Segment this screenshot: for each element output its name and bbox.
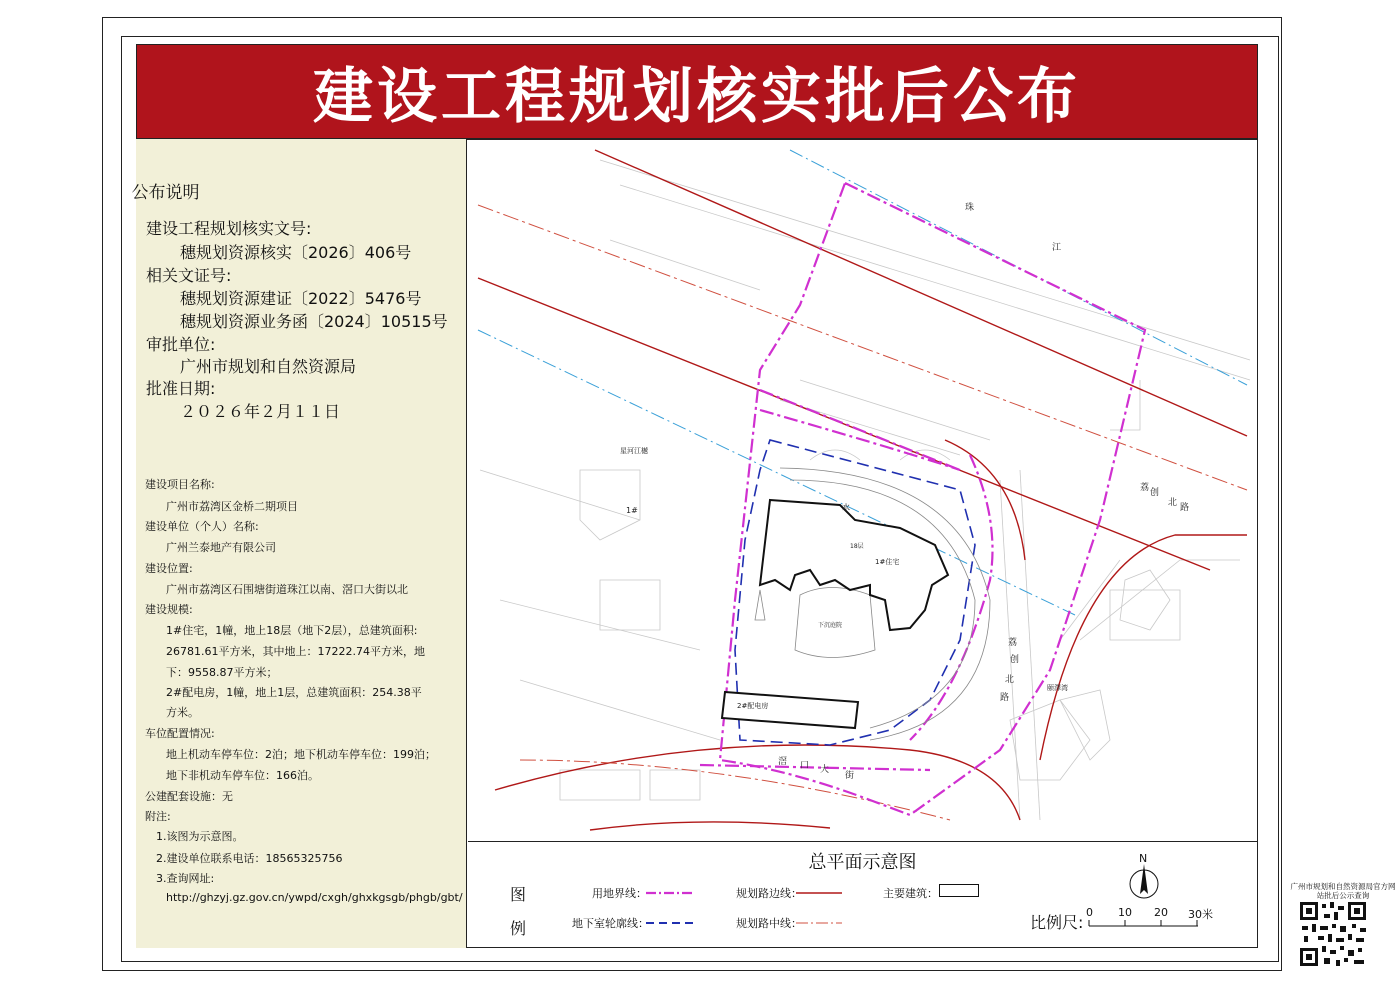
road-label: 北 (1005, 675, 1015, 685)
detail-line: 地上机动车停车位：2泊；地下机动车停车位：199泊； (166, 748, 436, 761)
detail-line: 建设项目名称: (145, 478, 215, 491)
neighbor-label: 星河江樾 (620, 447, 648, 455)
site-plan-map (468, 140, 1257, 840)
notice-line: 穗规划资源核实〔2026〕406号 (180, 243, 412, 262)
notice-line: 相关文证号: (146, 266, 232, 285)
detail-line: 建设单位（个人）名称: (145, 520, 259, 533)
detail-line: 1.该图为示意图。 (156, 830, 244, 843)
detail-line: 26781.61平方米，其中地上：17222.74平方米，地 (166, 645, 425, 658)
page-title: 建设工程规划核实批后公布 (313, 61, 1081, 132)
detail-line: 2.建设单位联系电话：18565325756 (156, 852, 343, 865)
detail-line: 车位配置情况: (145, 727, 215, 740)
road-label: 口 (800, 761, 810, 771)
detail-line: 方米。 (166, 706, 199, 719)
building-label: 1#住宅 (875, 558, 900, 566)
notice-line: 审批单位: (146, 335, 216, 354)
notice-line: 广州市规划和自然资源局 (180, 357, 357, 376)
detail-line: 1#住宅，1幢，地上18层（地下2层），总建筑面积: (166, 624, 418, 637)
query-url-link[interactable]: http://ghzyj.gz.gov.cn/ywpd/cxgh/ghxkgsgb/phgb/gbt/ (166, 891, 463, 904)
legend-title: 总平面示意图 (808, 852, 917, 873)
road-label: 创 (1010, 655, 1020, 665)
neighbor-label: 颐澤湾 (1047, 684, 1068, 692)
legend-label: 用地界线： (592, 887, 647, 900)
scale-bar (1088, 920, 1200, 928)
north-arrow-icon (1126, 850, 1162, 902)
qr-caption: 广州市规划和自然资源局官方网站批后公示查询 (1290, 882, 1396, 900)
map-label: 水 (842, 503, 850, 512)
qr-code[interactable] (1298, 900, 1368, 968)
notice-line: 批准日期: (146, 379, 216, 398)
legend-label: 地下室轮廓线： (572, 917, 649, 930)
legend-label: 规划路边线： (736, 887, 802, 900)
river-label: 江 (1052, 243, 1062, 253)
detail-line: 广州市荔湾区石围塘街道珠江以南、滘口大街以北 (166, 583, 408, 596)
scale-tick-label: 10 (1118, 906, 1132, 919)
legend-li: 例 (510, 919, 527, 938)
building-label: 2#配电房 (737, 702, 769, 710)
road-label: 荔 (1140, 483, 1150, 493)
detail-line: 广州市荔湾区金桥二期项目 (166, 500, 298, 513)
land-boundary-swatch (646, 890, 694, 896)
road-label: 路 (1180, 503, 1190, 513)
road-label: 北 (1168, 498, 1178, 508)
north-label: N (1139, 852, 1148, 865)
courtyard-label: 下沉庭院 (818, 622, 843, 629)
legend-tu: 图 (510, 885, 527, 904)
road-label: 创 (1150, 488, 1160, 498)
notice-line: 穗规划资源建证〔2022〕5476号 (180, 289, 422, 308)
road-label: 大 (820, 765, 830, 775)
road-label: 街 (845, 771, 855, 781)
detail-line: 广州兰泰地产有限公司 (166, 541, 276, 554)
legend-label: 规划路中线： (736, 917, 802, 930)
main-building-swatch (939, 884, 979, 897)
scale-tick-label: 30米 (1188, 908, 1213, 921)
building-label: 1# (626, 506, 638, 515)
title-banner (136, 44, 1258, 139)
road-label: 荔 (1008, 638, 1018, 648)
detail-line: 公建配套设施：无 (145, 790, 233, 803)
detail-line: 地下非机动车停车位：166泊。 (166, 769, 319, 782)
scale-label: 比例尺: (1030, 913, 1084, 932)
detail-line: 下：9558.87平方米； (166, 666, 278, 679)
road-center-swatch (796, 920, 842, 926)
road-label: 滘 (778, 757, 788, 767)
scale-tick-label: 20 (1154, 906, 1168, 919)
detail-line: 附注: (145, 810, 171, 823)
detail-line: 3.查询网址: (156, 872, 215, 885)
legend-label: 主要建筑： (883, 887, 938, 900)
notice-line: 穗规划资源业务函〔2024〕10515号 (180, 312, 448, 331)
river-label: 珠 (965, 203, 975, 213)
notice-line: 建设工程规划核实文号: (146, 219, 312, 238)
detail-line: 2#配电房，1幢，地上1层，总建筑面积：254.38平 (166, 686, 422, 699)
road-edge-swatch (796, 890, 842, 896)
road-label: 路 (1000, 693, 1010, 703)
notice-heading: 公布说明 (131, 183, 200, 203)
legend-panel (468, 841, 1257, 947)
detail-line: 建设位置: (145, 562, 193, 575)
detail-line: 建设规模: (145, 603, 193, 616)
scale-tick-label: 0 (1086, 906, 1093, 919)
building-label: 18层 (850, 543, 864, 550)
notice-line: ２０２６年２月１１日 (180, 402, 341, 421)
basement-outline-swatch (646, 920, 694, 926)
